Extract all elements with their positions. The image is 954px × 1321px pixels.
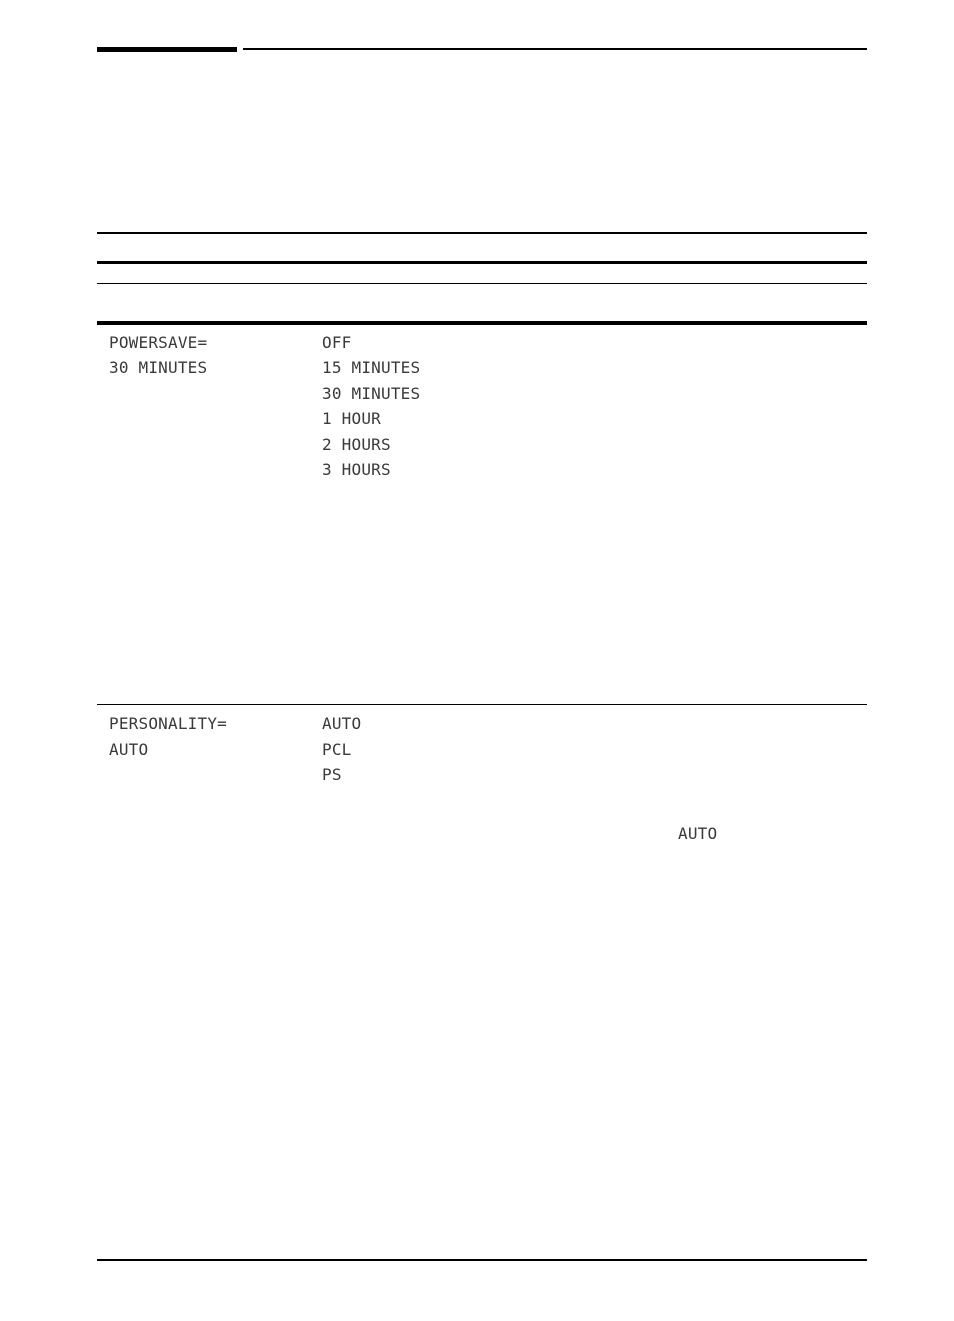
header-thick-rule: [97, 47, 237, 52]
personality-item-name: PERSONALITY=: [109, 714, 227, 733]
personality-value: PCL: [322, 740, 352, 759]
powersave-value: 2 HOURS: [322, 435, 391, 454]
powersave-value: 15 MINUTES: [322, 358, 421, 377]
header-thin-rule: [243, 48, 867, 50]
table-header-rule: [97, 261, 867, 264]
powersave-value: 3 HOURS: [322, 460, 391, 479]
table-subheader-rule: [97, 283, 867, 284]
powersave-item-name: POWERSAVE=: [109, 333, 208, 352]
personality-note-value: AUTO: [678, 824, 718, 843]
table-body-start-rule: [97, 321, 867, 325]
powersave-value: OFF: [322, 333, 352, 352]
powersave-value: 1 HOUR: [322, 409, 381, 428]
personality-value: AUTO: [322, 714, 362, 733]
powersave-item-default: 30 MINUTES: [109, 358, 208, 377]
table-top-rule: [97, 232, 867, 234]
personality-item-default: AUTO: [109, 740, 149, 759]
footer-rule: [97, 1259, 867, 1261]
row-divider-rule: [97, 704, 867, 705]
powersave-value: 30 MINUTES: [322, 384, 421, 403]
personality-value: PS: [322, 765, 342, 784]
